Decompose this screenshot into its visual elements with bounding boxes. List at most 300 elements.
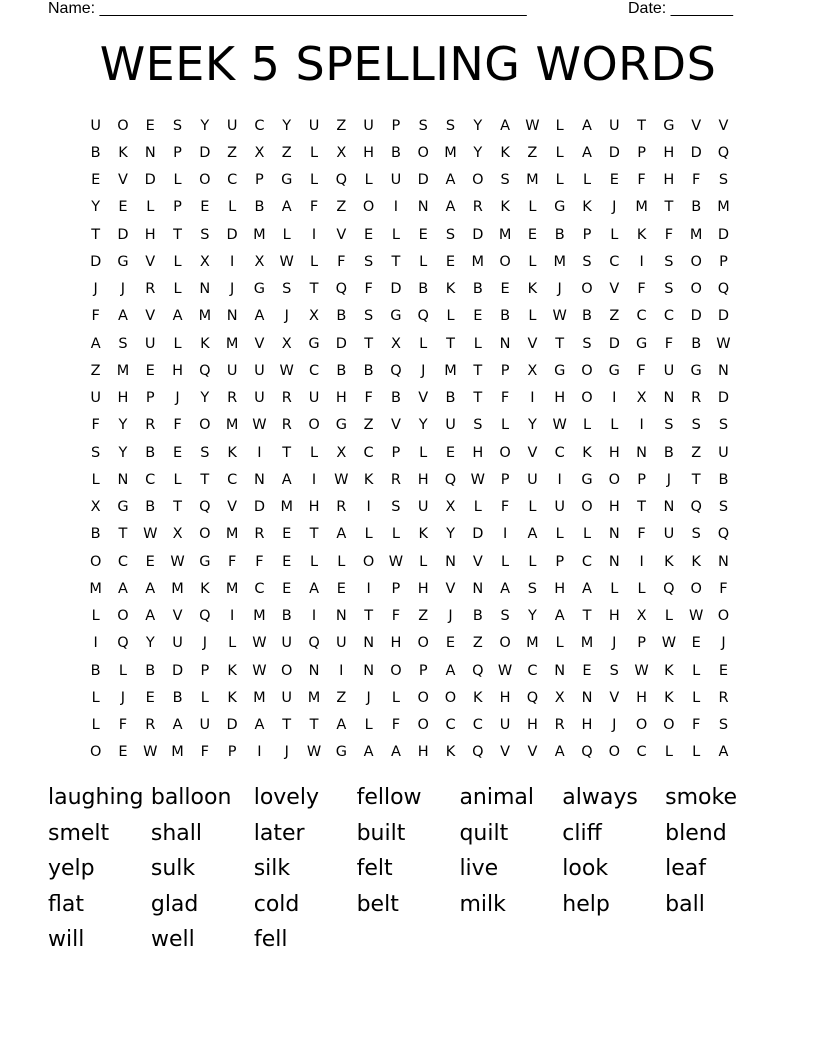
grid-letter: G (335, 417, 347, 434)
word-list-row (48, 851, 768, 887)
grid-letter: T (664, 199, 674, 216)
grid-letter: X (554, 689, 565, 706)
grid-letter: L (337, 553, 346, 570)
grid-letter: B (663, 444, 674, 461)
grid-letter: G (253, 281, 266, 298)
grid-letter: G (635, 335, 648, 352)
grid-row (82, 466, 742, 493)
grid-letter: I (393, 199, 399, 216)
grid-letter: A (582, 144, 592, 161)
grid-letter: L (610, 417, 619, 434)
grid-letter: S (391, 499, 401, 516)
grid-letter: C (117, 553, 128, 570)
grid-letter: L (173, 253, 182, 270)
grid-letter: O (417, 689, 429, 706)
grid-letter: A (172, 308, 183, 325)
grid-letter: N (363, 635, 375, 652)
grid-letter: L (228, 199, 237, 216)
grid-letter: C (145, 471, 156, 488)
grid-letter: Q (417, 308, 429, 325)
grid-letter: Z (418, 608, 429, 625)
grid-letter: P (500, 362, 510, 379)
grid-letter: H (554, 390, 566, 407)
grid-letter: Z (527, 144, 538, 161)
grid-letter: F (719, 580, 728, 597)
grid-letter: V (527, 444, 538, 461)
grid-letter: L (528, 253, 537, 270)
grid-letter: Y (282, 117, 292, 134)
grid-letter: M (580, 635, 594, 652)
grid-letter: A (500, 117, 511, 134)
grid-letter: I (639, 553, 644, 570)
grid-letter: W (279, 253, 294, 270)
grid-letter: S (282, 281, 292, 298)
grid-letter: S (418, 117, 428, 134)
grid-letter: I (229, 608, 235, 625)
grid-letter: J (721, 635, 726, 652)
grid-letter: N (417, 199, 429, 216)
grid-letter: X (636, 608, 647, 625)
grid-letter: Z (691, 444, 702, 461)
grid-letter: A (582, 580, 592, 597)
grid-letter: A (145, 580, 156, 597)
grid-letter: U (90, 117, 101, 134)
word-list-item: built (356, 820, 406, 846)
word-list (48, 780, 768, 958)
grid-letter: R (227, 390, 238, 407)
grid-letter: X (254, 253, 265, 270)
grid-letter: V (527, 744, 538, 761)
grid-letter: B (390, 144, 401, 161)
grid-letter: B (691, 199, 702, 216)
grid-letter: L (282, 226, 291, 243)
grid-letter: J (120, 281, 126, 298)
grid-letter: T (364, 335, 374, 352)
grid-letter: U (281, 689, 293, 706)
grid-letter: O (499, 253, 511, 270)
grid-letter: J (229, 281, 235, 298)
word-list-item: silk (253, 856, 291, 882)
grid-letter: J (448, 608, 453, 625)
grid-letter: S (664, 281, 674, 298)
grid-letter: N (363, 662, 375, 679)
grid-letter: K (527, 281, 538, 298)
grid-letter: O (417, 144, 429, 161)
grid-letter: W (334, 471, 349, 488)
grid-letter: I (339, 662, 344, 679)
grid-letter: T (637, 499, 647, 516)
grid-letter: B (691, 335, 702, 352)
grid-row (82, 630, 742, 657)
grid-letter: H (117, 390, 129, 407)
grid-letter: O (417, 717, 429, 734)
grid-letter: S (200, 444, 210, 461)
grid-letter: E (200, 199, 210, 216)
grid-letter: E (364, 226, 374, 243)
grid-row (82, 603, 742, 630)
grid-letter: O (117, 608, 129, 625)
word-list-row (48, 780, 768, 816)
grid-letter: I (639, 417, 644, 434)
grid-letter: E (445, 253, 456, 270)
word-list-item: flat (48, 891, 84, 917)
grid-letter: K (582, 199, 592, 216)
grid-letter: L (692, 744, 701, 761)
grid-letter: X (336, 144, 347, 161)
grid-letter: I (612, 390, 617, 407)
grid-letter: Z (472, 635, 483, 652)
grid-letter: O (417, 635, 429, 652)
grid-letter: Z (336, 117, 347, 134)
grid-letter: F (173, 417, 182, 434)
grid-letter: I (557, 471, 562, 488)
grid-letter: E (118, 199, 128, 216)
grid-letter: L (364, 717, 373, 734)
grid-letter: K (664, 662, 674, 679)
word-list-item: laughing (48, 785, 144, 811)
grid-letter: Y (118, 444, 128, 461)
grid-letter: T (282, 717, 292, 734)
grid-letter: E (718, 662, 729, 679)
grid-letter: T (173, 499, 182, 516)
grid-letter: T (391, 253, 401, 270)
grid-letter: W (388, 553, 404, 570)
grid-letter: H (417, 744, 429, 761)
grid-letter: N (335, 608, 347, 625)
grid-letter: W (525, 117, 540, 134)
grid-letter: L (528, 499, 537, 516)
grid-letter: M (444, 144, 457, 161)
grid-letter: C (227, 471, 238, 488)
grid-letter: A (172, 717, 183, 734)
grid-letter: E (145, 117, 155, 134)
grid-letter: D (253, 499, 266, 516)
grid-letter: I (311, 608, 317, 625)
grid-letter: K (200, 335, 210, 352)
grid-letter: H (636, 689, 648, 706)
grid-letter: V (609, 689, 620, 706)
grid-letter: L (555, 635, 564, 652)
grid-letter: S (200, 226, 210, 243)
grid-letter: B (718, 471, 729, 488)
grid-letter: E (172, 444, 183, 461)
grid-letter: L (309, 144, 319, 161)
grid-letter: F (637, 362, 646, 379)
word-list-item: shall (150, 820, 202, 846)
grid-letter: W (143, 744, 158, 761)
grid-letter: L (419, 335, 428, 352)
word-list-row (48, 922, 768, 958)
grid-letter: S (364, 308, 374, 325)
word-list-item: balloon (150, 785, 232, 811)
grid-letter: H (417, 471, 429, 488)
grid-letter: A (117, 580, 128, 597)
grid-letter: L (391, 226, 400, 243)
grid-letter: Y (200, 390, 210, 407)
word-list-item: always (562, 785, 638, 811)
grid-letter: S (473, 417, 483, 434)
grid-letter: B (445, 390, 456, 407)
grid-letter: G (554, 362, 566, 379)
grid-letter: R (254, 526, 265, 543)
grid-letter: D (226, 717, 238, 734)
grid-letter: G (117, 499, 129, 516)
grid-row (82, 112, 742, 139)
grid-letter: K (227, 662, 237, 679)
grid-letter: Y (145, 635, 155, 652)
grid-letter: C (227, 172, 238, 189)
grid-letter: H (526, 717, 538, 734)
grid-letter: F (500, 499, 510, 516)
grid-letter: B (90, 662, 101, 679)
grid-letter: P (637, 144, 646, 161)
grid-letter: L (555, 117, 564, 134)
grid-letter: F (364, 390, 373, 407)
grid-letter: L (173, 471, 182, 488)
grid-letter: Z (90, 362, 101, 379)
grid-letter: M (116, 362, 130, 379)
grid-letter: O (690, 253, 702, 270)
grid-letter: N (554, 662, 566, 679)
word-list-item: yelp (48, 856, 95, 882)
grid-letter: O (89, 553, 102, 570)
grid-letter: O (199, 172, 211, 189)
grid-letter: F (692, 717, 701, 734)
grid-letter: B (90, 526, 101, 543)
grid-letter: T (473, 390, 483, 407)
grid-letter: X (336, 444, 347, 461)
grid-letter: W (143, 526, 158, 543)
grid-letter: C (663, 308, 674, 325)
grid-letter: I (639, 253, 644, 270)
grid-letter: O (581, 390, 593, 407)
grid-letter: R (554, 717, 565, 734)
grid-letter: H (554, 580, 566, 597)
grid-letter: Q (472, 662, 484, 679)
grid-letter: O (362, 199, 375, 216)
grid-letter: L (309, 253, 319, 270)
page-title: WEEK 5 SPELLING WORDS (99, 37, 717, 91)
grid-letter: M (307, 689, 321, 706)
grid-letter: P (391, 580, 401, 597)
grid-letter: B (145, 662, 156, 679)
grid-letter: M (280, 499, 293, 516)
grid-letter: E (500, 281, 510, 298)
grid-letter: A (309, 580, 319, 597)
grid-letter: C (254, 580, 265, 597)
grid-letter: P (173, 199, 182, 216)
grid-letter: M (526, 172, 539, 189)
grid-letter: D (226, 226, 238, 243)
grid-letter: Y (91, 199, 101, 216)
grid-letter: N (663, 390, 675, 407)
grid-letter: I (366, 499, 371, 516)
grid-letter: E (691, 635, 701, 652)
header (48, 0, 740, 20)
word-list-item: animal (459, 785, 534, 811)
grid-letter: O (608, 471, 620, 488)
grid-letter: Y (200, 117, 210, 134)
grid-row (82, 139, 742, 166)
grid-letter: F (500, 390, 510, 407)
grid-letter: L (118, 662, 127, 679)
grid-letter: S (718, 717, 729, 734)
grid-letter: N (254, 471, 265, 488)
grid-letter: V (390, 417, 401, 434)
grid-letter: Z (336, 199, 347, 216)
word-list-item: belt (356, 891, 399, 917)
grid-letter: U (499, 717, 511, 734)
grid-letter: E (282, 553, 292, 570)
grid-letter: T (309, 281, 319, 298)
grid-letter: P (418, 662, 428, 679)
grid-letter: A (281, 199, 292, 216)
grid-row (82, 167, 742, 194)
grid-letter: K (636, 226, 647, 243)
grid-letter: O (717, 608, 730, 625)
grid-letter: L (692, 689, 701, 706)
grid-letter: N (117, 471, 129, 488)
grid-letter: K (500, 144, 510, 161)
grid-letter: G (690, 362, 702, 379)
grid-row (82, 248, 742, 275)
grid-letter: L (473, 499, 482, 516)
grid-letter: T (118, 526, 128, 543)
grid-letter: O (89, 744, 102, 761)
grid-letter: U (417, 499, 429, 516)
grid-letter: Q (663, 580, 675, 597)
grid-letter: O (281, 662, 293, 679)
grid-letter: M (471, 253, 485, 270)
word-list-item: milk (459, 891, 506, 917)
grid-letter: S (364, 253, 374, 270)
grid-row (82, 303, 742, 330)
grid-letter: L (692, 662, 701, 679)
grid-row (82, 548, 742, 575)
grid-letter: C (308, 362, 320, 379)
grid-letter: K (200, 580, 210, 597)
grid-letter: U (254, 390, 265, 407)
grid-letter: P (200, 662, 210, 679)
grid-letter: G (308, 335, 320, 352)
grid-letter: L (637, 580, 646, 597)
grid-letter: N (445, 553, 456, 570)
grid-letter: N (608, 553, 620, 570)
grid-letter: N (199, 281, 211, 298)
grid-letter: Q (199, 362, 211, 379)
grid-letter: B (500, 308, 511, 325)
grid-letter: U (90, 390, 101, 407)
grid-letter: H (172, 362, 183, 379)
grid-letter: Q (335, 281, 348, 298)
word-list-item: felt (356, 856, 393, 882)
grid-letter: B (582, 308, 592, 325)
grid-letter: W (552, 308, 567, 325)
grid-letter: N (581, 689, 593, 706)
grid-letter: J (666, 471, 672, 488)
grid-letter: S (445, 117, 456, 134)
grid-letter: V (145, 308, 156, 325)
grid-letter: V (227, 499, 238, 516)
grid-letter: P (255, 172, 264, 189)
grid-letter: T (309, 526, 319, 543)
grid-letter: O (499, 635, 511, 652)
grid-letter: T (364, 608, 374, 625)
grid-letter: O (199, 526, 211, 543)
grid-letter: E (282, 580, 292, 597)
grid-letter: C (636, 744, 647, 761)
grid-letter: E (473, 308, 483, 325)
grid-letter: F (664, 226, 674, 243)
grid-letter: J (120, 689, 126, 706)
grid-letter: J (175, 390, 180, 407)
grid-letter: P (719, 253, 728, 270)
grid-letter: D (171, 662, 184, 679)
grid-row (82, 221, 742, 248)
grid-letter: W (716, 335, 731, 352)
grid-letter: J (557, 281, 562, 298)
grid-letter: O (472, 172, 484, 189)
grid-letter: Q (117, 635, 129, 652)
grid-letter: I (229, 253, 235, 270)
grid-row (82, 357, 742, 384)
grid-letter: J (612, 717, 617, 734)
grid-letter: T (637, 117, 647, 134)
grid-letter: M (225, 417, 239, 434)
grid-letter: G (335, 744, 347, 761)
name-field-label: Name: ________________________________________________ (48, 0, 527, 17)
grid-letter: M (198, 308, 212, 325)
grid-letter: W (306, 744, 322, 761)
grid-letter: S (91, 444, 101, 461)
word-list-item: cold (253, 891, 300, 917)
grid-letter: L (528, 308, 537, 325)
grid-letter: W (279, 362, 294, 379)
grid-letter: V (718, 117, 729, 134)
grid-letter: E (445, 635, 456, 652)
grid-letter: U (445, 417, 456, 434)
grid-letter: B (172, 689, 183, 706)
grid-letter: U (554, 499, 565, 516)
grid-letter: L (364, 526, 373, 543)
grid-letter: D (335, 335, 347, 352)
grid-letter: M (253, 608, 266, 625)
grid-letter: C (445, 717, 456, 734)
grid-letter: U (254, 362, 265, 379)
grid-letter: F (337, 253, 346, 270)
grid-letter: Z (281, 144, 292, 161)
word-list-item: help (562, 891, 610, 917)
grid-letter: Y (527, 417, 537, 434)
grid-letter: K (664, 553, 674, 570)
grid-letter: D (90, 253, 102, 270)
grid-letter: Y (418, 417, 428, 434)
grid-letter: Q (717, 144, 730, 161)
grid-letter: U (172, 635, 183, 652)
grid-letter: U (663, 362, 675, 379)
grid-letter: G (390, 308, 402, 325)
grid-letter: S (718, 499, 729, 516)
grid-letter: H (663, 172, 675, 189)
grid-letter: V (172, 608, 183, 625)
grid-letter: W (497, 662, 513, 679)
grid-letter: L (610, 226, 619, 243)
grid-letter: F (200, 744, 209, 761)
grid-letter: B (145, 499, 156, 516)
grid-letter: I (257, 444, 262, 461)
grid-letter: H (663, 144, 675, 161)
grid-letter: B (281, 608, 292, 625)
